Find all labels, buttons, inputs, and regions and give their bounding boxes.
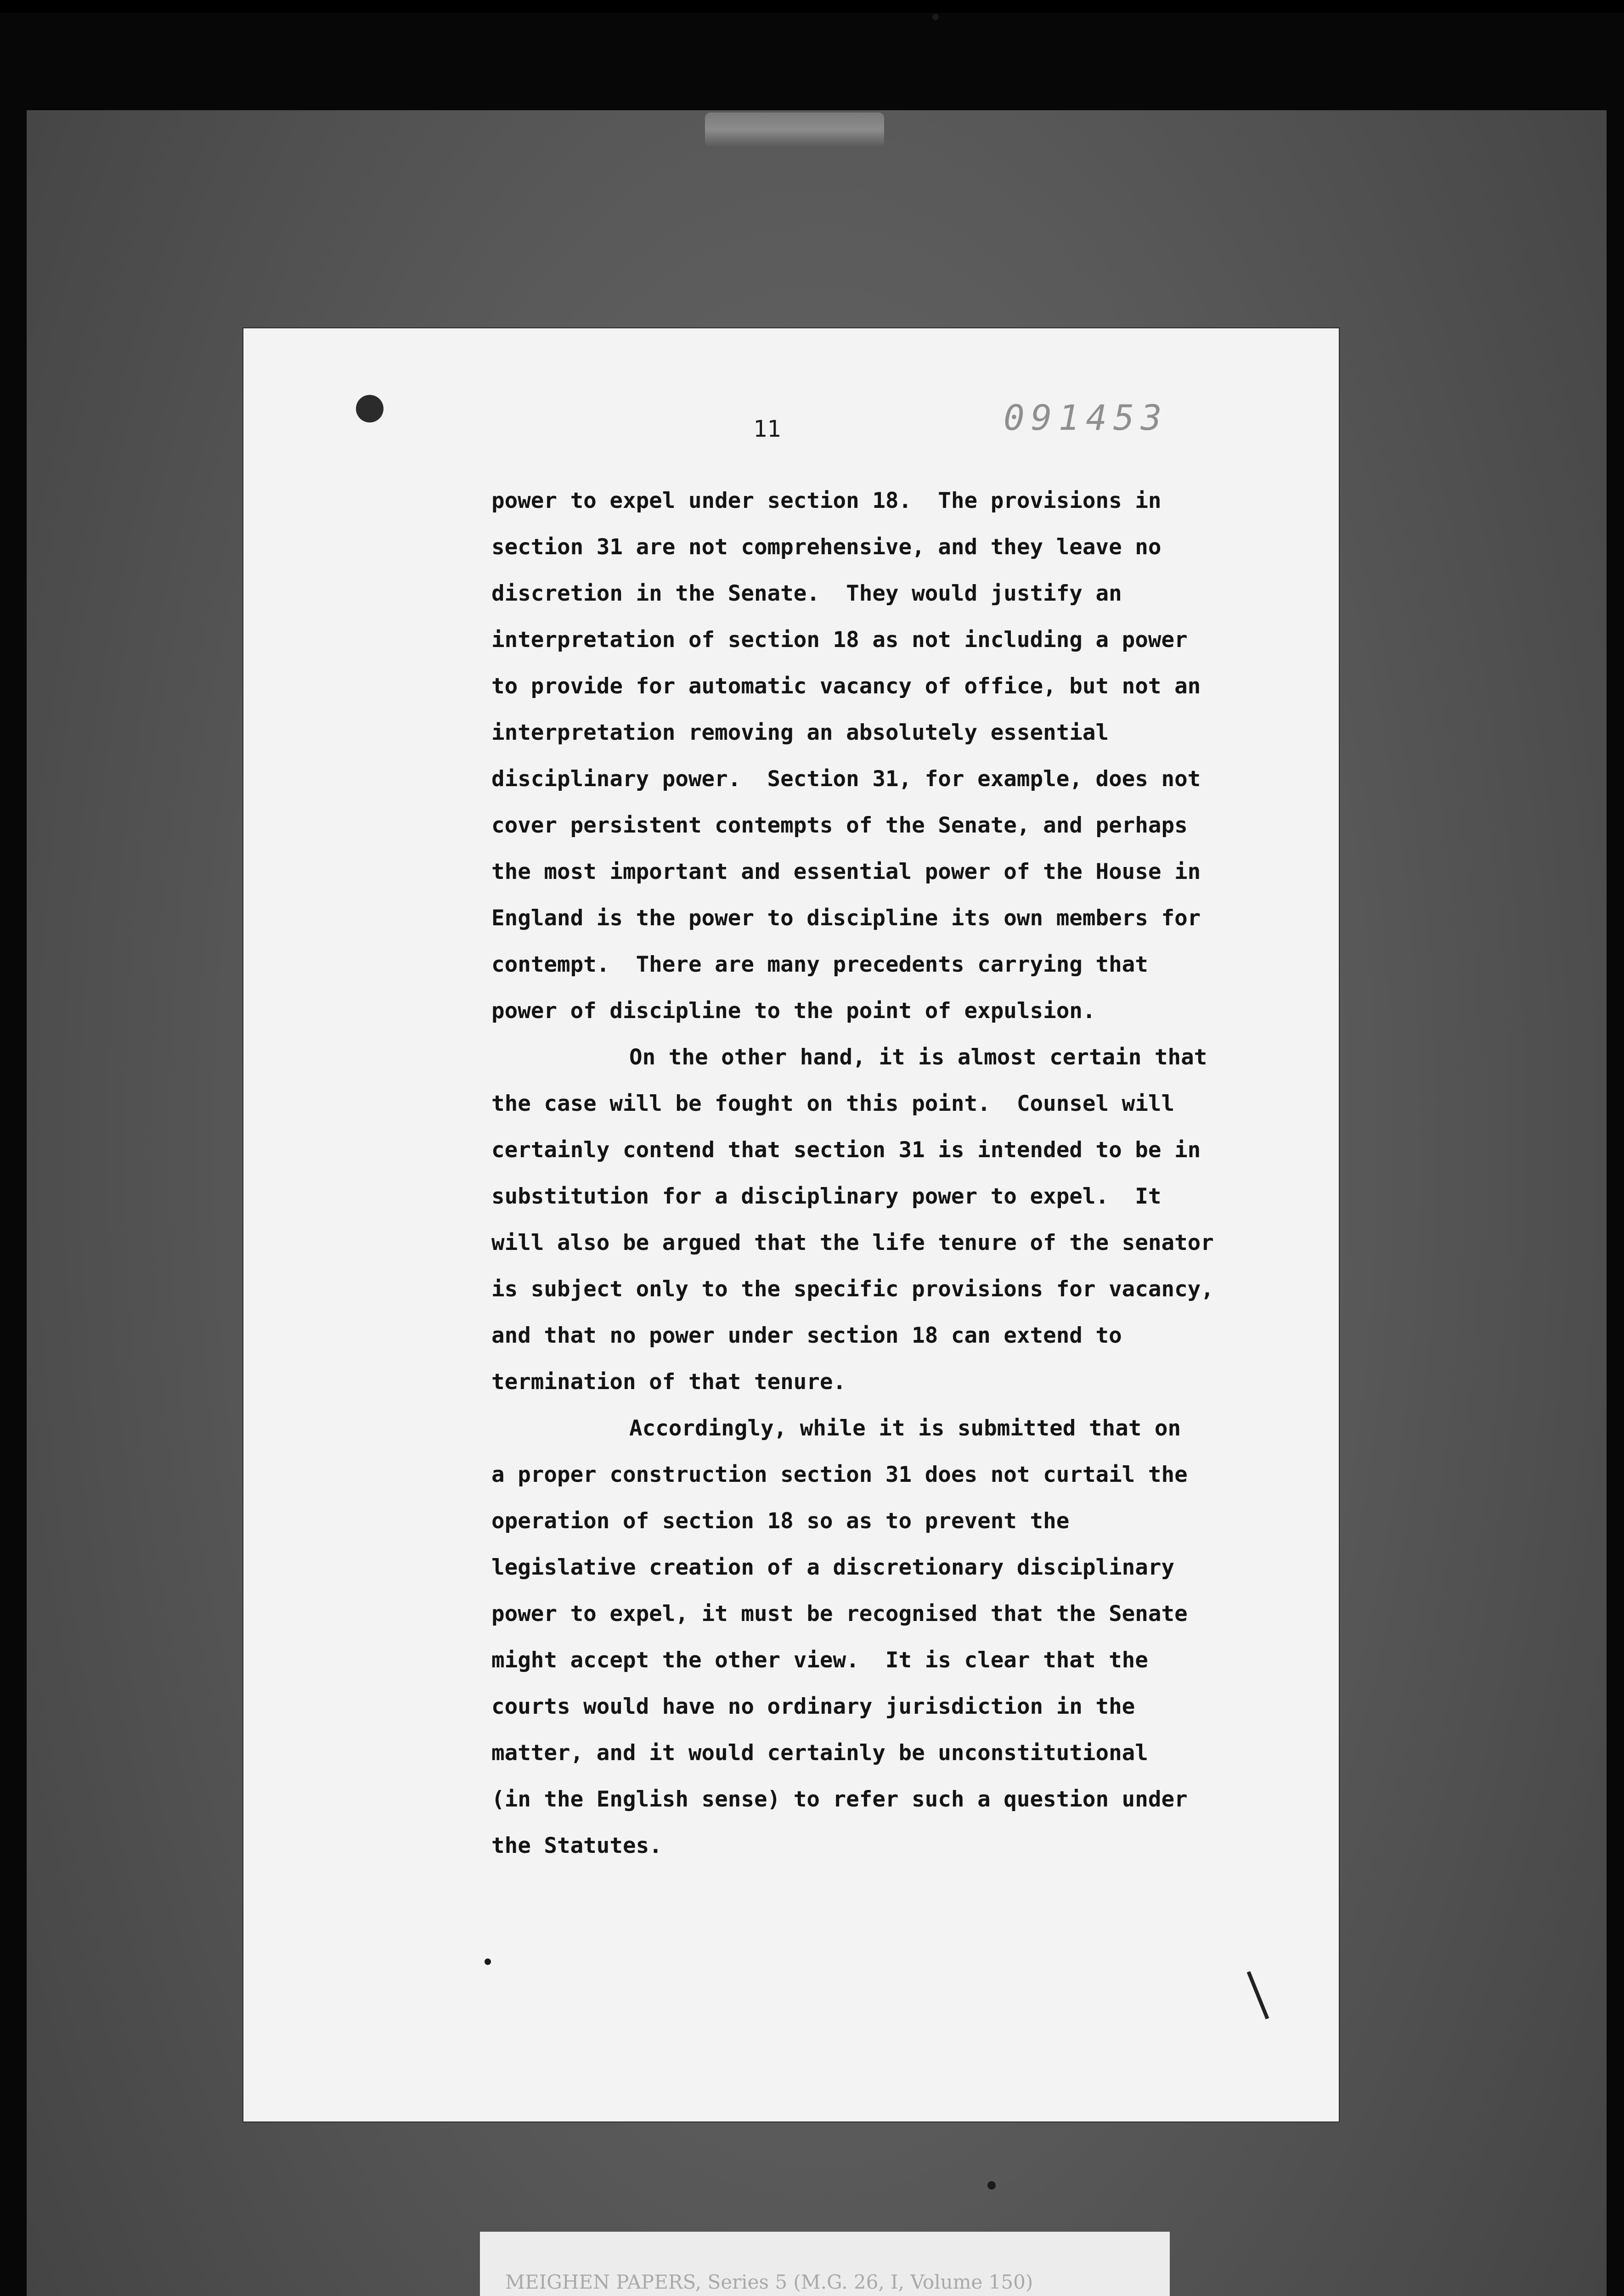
text-line: cover persistent contempts of the Senate, and perhaps [491,813,1188,838]
text-line: substitution for a disciplinary power to expel. It [491,1184,1162,1209]
collection-label: MEIGHEN PAPERS, Series 5 (M.G. 26, I, Volume 150) [505,2271,1033,2293]
text-line: disciplinary power. Section 31, for example, does not [491,766,1201,792]
text-line: a proper construction section 31 does not curtail the [491,1462,1188,1487]
text-line: matter, and it would certainly be unconstitutional [491,1740,1148,1766]
text-line: On the other hand, it is almost certain that [629,1045,1207,1070]
archive-stamp-number: 091453 [1004,397,1168,438]
page-body-text [491,478,1281,1869]
text-line: the case will be fought on this point. Counsel will [491,1091,1175,1116]
text-line: (in the English sense) to refer such a question under [491,1787,1188,1812]
text-line: power to expel, it must be recognised that the Senate [491,1601,1188,1626]
text-line: and that no power under section 18 can extend to [491,1323,1122,1348]
board-clip [705,113,884,147]
text-line: power to expel under section 18. The provisions in [491,488,1162,513]
dust-speck [485,1958,491,1965]
text-line: interpretation removing an absolutely essential [491,720,1109,745]
text-line: interpretation of section 18 as not including a power [491,627,1188,653]
text-line: legislative creation of a discretionary disciplinary [491,1555,1175,1580]
text-line: Accordingly, while it is submitted that on [629,1416,1181,1441]
film-edge [0,0,1624,13]
text-line: section 31 are not comprehensive, and they leave no [491,535,1162,560]
text-line: courts would have no ordinary jurisdiction in the [491,1694,1135,1719]
dust-speck [987,2181,996,2189]
dust-speck [932,14,939,20]
typed-page [243,328,1339,2122]
text-line: the Statutes. [491,1833,662,1858]
text-line: is subject only to the specific provisions for vacancy, [491,1277,1214,1302]
text-line: England is the power to discipline its own members for [491,906,1201,931]
collection-tab [480,2232,1170,2296]
text-line: might accept the other view. It is clear that the [491,1648,1148,1673]
text-line: will also be argued that the life tenure of the senator [491,1230,1214,1255]
text-line: contempt. There are many precedents carrying that [491,952,1148,977]
text-line: to provide for automatic vacancy of office, but not an [491,674,1201,699]
text-line: discretion in the Senate. They would justify an [491,581,1122,606]
text-line: operation of section 18 so as to prevent the [491,1508,1070,1534]
pencil-mark [1247,1971,1269,2020]
text-line: the most important and essential power of the House in [491,859,1201,884]
text-line: termination of that tenure. [491,1369,846,1395]
page-number: 11 [753,416,781,442]
punch-hole [356,395,383,422]
text-line: certainly contend that section 31 is intended to be in [491,1137,1201,1163]
text-line: power of discipline to the point of expulsion. [491,998,1096,1024]
